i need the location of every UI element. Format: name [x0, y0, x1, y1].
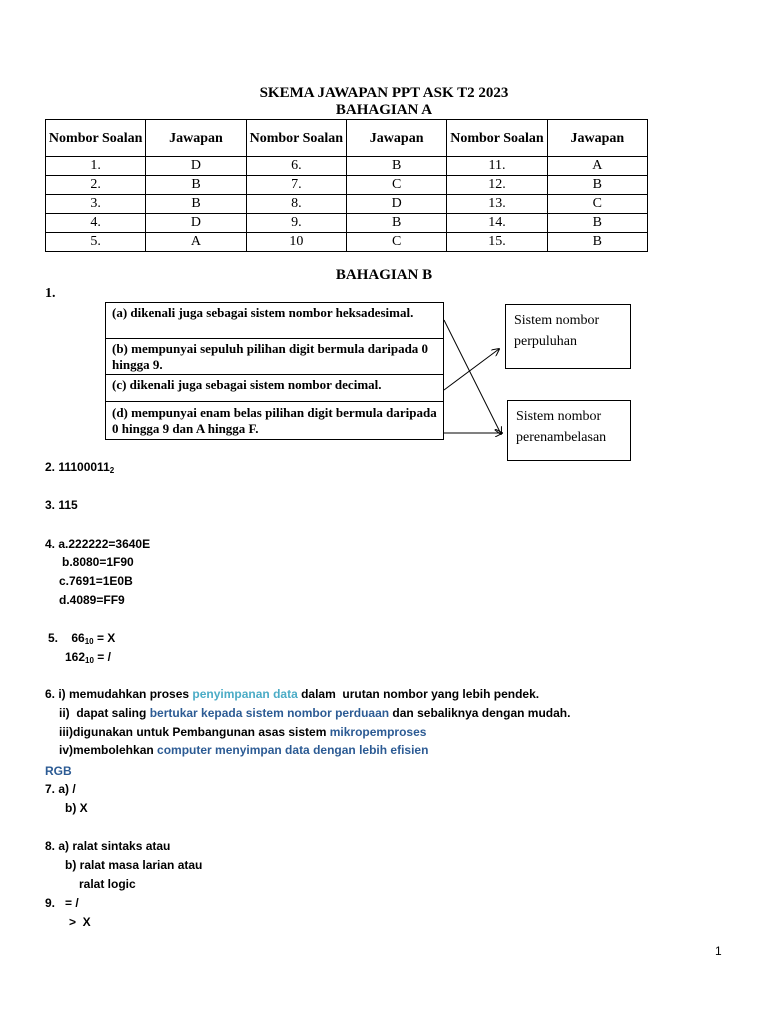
- table-cell: C: [346, 233, 446, 252]
- page-title: SKEMA JAWAPAN PPT ASK T2 2023: [259, 85, 509, 101]
- q1-number: 1.: [45, 286, 56, 301]
- table-header-cell: Jawapan: [146, 120, 246, 157]
- q6-answer-iii: iii)digunakan untuk Pembangunan asas sistem mikropemproses: [59, 725, 427, 739]
- q6-answer-iv: iv)membolehkan computer menyimpan data dengan lebih efisien: [59, 743, 429, 757]
- q6-answer-i: 6. i) memudahkan proses penyimpanan data dalam urutan nombor yang lebih pendek.: [45, 687, 540, 701]
- q1-answer-perpuluhan: Sistem nombor perpuluhan: [505, 304, 631, 369]
- table-cell: A: [146, 233, 246, 252]
- table-header-cell: Nombor Soalan: [246, 120, 346, 157]
- q6-rgb: RGB: [45, 764, 72, 778]
- q8-answer-b: b) ralat masa larian atau: [65, 858, 203, 872]
- section-a-title: BAHAGIAN A: [335, 102, 433, 118]
- q1-item-a: (a) dikenali juga sebagai sistem nombor heksadesimal.: [105, 302, 444, 339]
- table-cell: 9.: [246, 214, 346, 233]
- table-cell: B: [346, 157, 446, 176]
- table-cell: 2.: [46, 176, 146, 195]
- q9-answer-b: > X: [69, 915, 91, 929]
- table-cell: 5.: [46, 233, 146, 252]
- q5-answer-2: $162_{10}$ = /: [65, 650, 111, 665]
- table-cell: 13.: [447, 195, 547, 214]
- q2-answer: 2. $11100011_2$: [45, 460, 115, 475]
- table-cell: 1.: [46, 157, 146, 176]
- table-cell: D: [146, 157, 246, 176]
- table-cell: B: [146, 195, 246, 214]
- table-cell: D: [146, 214, 246, 233]
- table-cell: B: [547, 233, 647, 252]
- q4-answer-a: 4. a.222222=3640E: [45, 537, 151, 551]
- table-header-cell: Jawapan: [346, 120, 446, 157]
- table-cell: 14.: [447, 214, 547, 233]
- q5-answer-1: 5. $66_{10} = X$: [48, 631, 116, 646]
- q4-answer-d: d.4089=FF9: [59, 593, 125, 607]
- q6-answer-ii: ii) dapat saling bertukar kepada sistem nombor perduaan dan sebaliknya dengan mudah.: [59, 706, 571, 720]
- arrow-a-to-perenambelasan: [444, 320, 501, 434]
- q3-answer: 3. 115: [45, 498, 78, 512]
- q7-answer-b: b) X: [65, 801, 88, 815]
- table-cell: 15.: [447, 233, 547, 252]
- table-cell: B: [547, 176, 647, 195]
- table-cell: 12.: [447, 176, 547, 195]
- table-cell: 4.: [46, 214, 146, 233]
- table-cell: 7.: [246, 176, 346, 195]
- table-cell: 8.: [246, 195, 346, 214]
- table-cell: 11.: [447, 157, 547, 176]
- q1-item-c: (c) dikenali juga sebagai sistem nombor decimal.: [105, 374, 444, 402]
- table-cell: B: [146, 176, 246, 195]
- q8-answer-a: 8. a) ralat sintaks atau: [45, 839, 171, 853]
- table-cell: 6.: [246, 157, 346, 176]
- section-b-title: BAHAGIAN B: [335, 267, 433, 283]
- table-header-cell: Nombor Soalan: [447, 120, 547, 157]
- table-cell: C: [346, 176, 446, 195]
- table-cell: 3.: [46, 195, 146, 214]
- table-cell: B: [547, 214, 647, 233]
- table-header-cell: Jawapan: [547, 120, 647, 157]
- q9-answer-a: 9. = /: [45, 896, 79, 910]
- table-cell: D: [346, 195, 446, 214]
- q1-item-b: (b) mempunyai sepuluh pilihan digit bermula daripada 0 hingga 9.: [105, 338, 444, 375]
- page-number: 1: [715, 944, 722, 958]
- q7-answer-a: 7. a) /: [45, 782, 76, 796]
- q1-item-d: (d) mempunyai enam belas pilihan digit bermula daripada 0 hingga 9 dan A hingga F.: [105, 401, 444, 440]
- q1-answer-perenambelasan: Sistem nombor perenambelasan: [507, 400, 631, 461]
- table-cell: C: [547, 195, 647, 214]
- table-cell: B: [346, 214, 446, 233]
- q8-answer-c: ralat logic: [79, 877, 136, 891]
- table-cell: 10: [246, 233, 346, 252]
- q4-answer-c: c.7691=1E0B: [59, 574, 133, 588]
- q4-answer-b: b.8080=1F90: [62, 555, 134, 569]
- table-cell: A: [547, 157, 647, 176]
- table-header-cell: Nombor Soalan: [46, 120, 146, 157]
- arrow-c-to-perpuluhan: [444, 349, 499, 390]
